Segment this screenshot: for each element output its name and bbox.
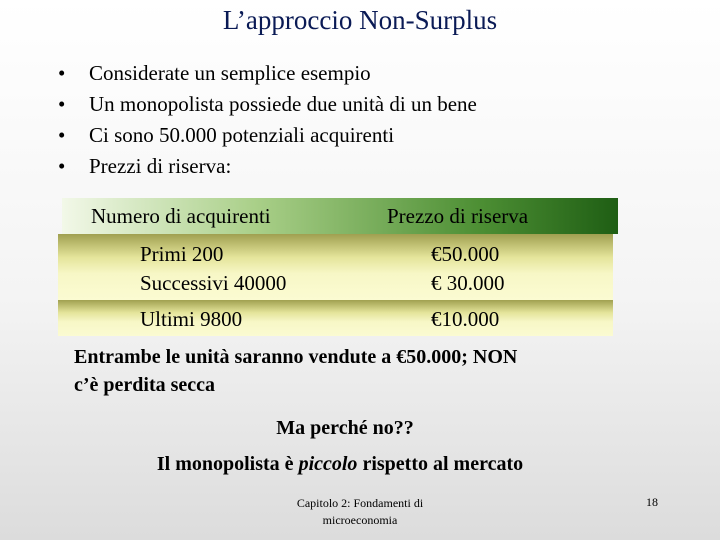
page-number: 18 (646, 495, 658, 509)
reason-text (0, 450, 680, 478)
footer-line: microeconomia (322, 513, 398, 527)
question-text: Ma perché no?? (276, 417, 414, 439)
bullet-text: Prezzi di riserva: (89, 154, 232, 178)
table-cell-buyers: Primi 200 (140, 242, 224, 266)
bullet-text: Un monopolista possiede due unità di un bene (89, 92, 477, 116)
footer-caption (270, 495, 450, 529)
slide-title: L’approccio Non-Surplus (222, 5, 498, 35)
bullet-dot: • (58, 92, 66, 116)
bullet-text: Ci sono 50.000 potenziali acquirenti (89, 123, 395, 147)
table-cell-price: €10.000 (431, 307, 500, 331)
conclusion-line: c’è perdita secca (74, 374, 216, 396)
bullet-dot: • (58, 61, 66, 85)
table-cell-price: € 30.000 (431, 271, 505, 295)
bullet-dot: • (58, 154, 66, 178)
table-row (58, 234, 613, 300)
bullet-item (58, 151, 477, 182)
reason-suffix: rispetto al mercato (357, 453, 524, 475)
reason-prefix: Il monopolista è (156, 453, 299, 475)
table-header (62, 198, 618, 234)
header-reservation-price: Prezzo di riserva (387, 204, 529, 228)
conclusion-line: Entrambe le unità saranno vendute a €50.000; NON (74, 346, 518, 368)
bullet-item (58, 120, 477, 151)
header-buyers: Numero di acquirenti (91, 204, 271, 228)
bullet-list (58, 58, 477, 182)
bullet-item (58, 58, 477, 89)
footer-line: Capitolo 2: Fondamenti di (296, 496, 424, 510)
reason-emphasis: piccolo (298, 453, 358, 475)
table-cell-buyers: Successivi 40000 (140, 271, 287, 295)
table-cell-buyers: Ultimi 9800 (140, 307, 243, 331)
bullet-dot: • (58, 123, 66, 147)
bullet-item (58, 89, 477, 120)
bullet-text: Considerate un semplice esempio (89, 61, 371, 85)
table-row (58, 300, 613, 336)
table-cell-price: €50.000 (431, 242, 500, 266)
